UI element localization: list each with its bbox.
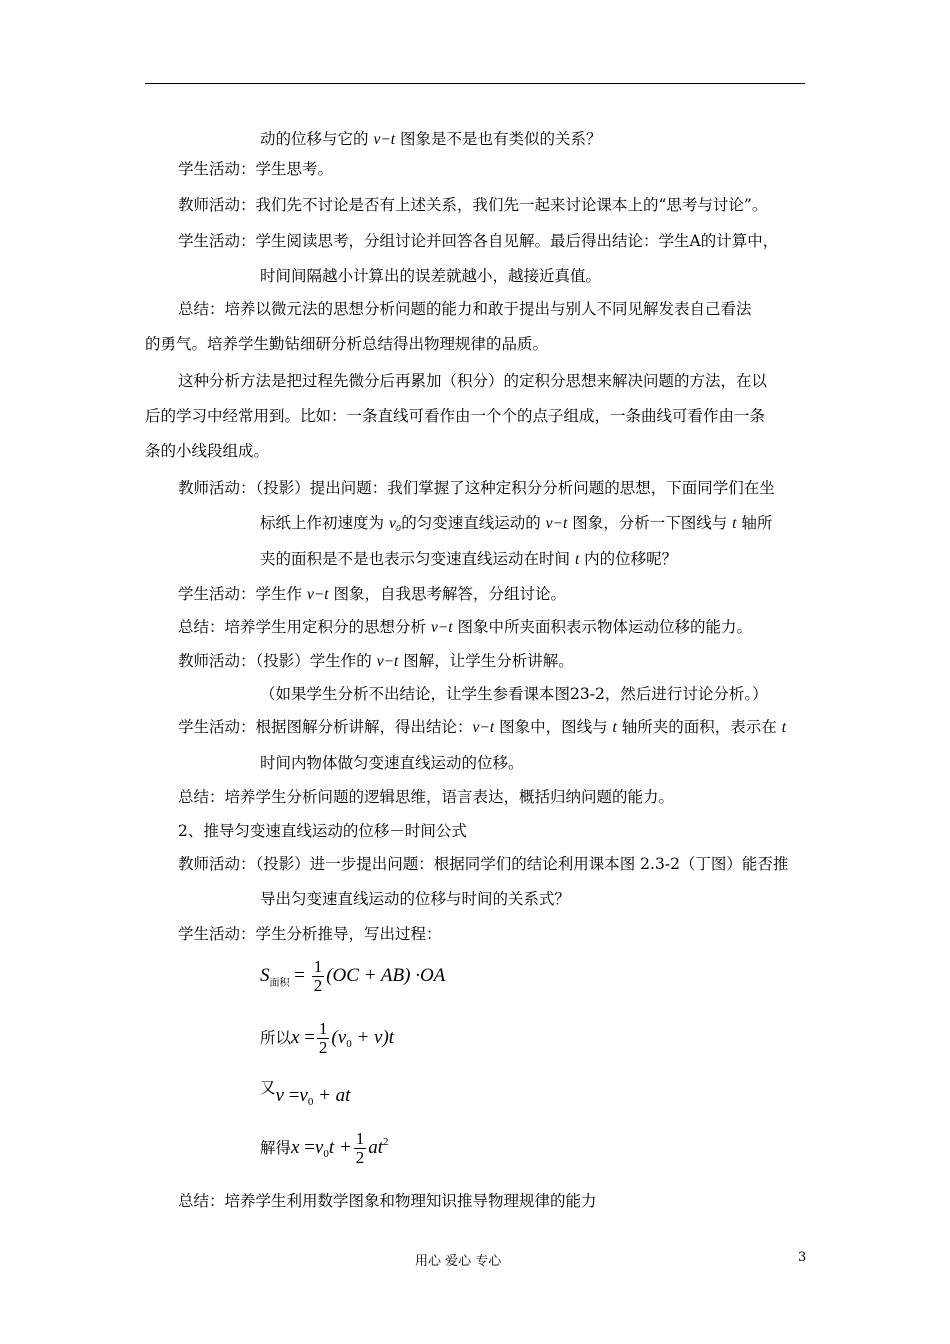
text-line-4: 学生活动：学生阅读思考，分组讨论并回答各自见解。最后得出结论：学生A的计算中，	[178, 232, 779, 250]
formula-displacement: 所以x = $\frac{1}{2}$ $(v_0 + v)t$	[260, 1019, 395, 1057]
text-line-23: 导出匀变速直线运动的位移与时间的关系式？	[260, 890, 571, 908]
formula-velocity: $^又v =v_0$ + at	[260, 1079, 351, 1108]
text-line-10: 条的小线段组成。	[145, 442, 270, 460]
text-line-12: 标纸上作初速度为 v₀的匀变速直线运动的 v−t 图象，分析一下图线与 t 轴所	[260, 514, 773, 532]
text-line-14: 学生活动：学生作 v−t 图象，自我思考解答，分组讨论。	[178, 585, 567, 603]
text-line-11: 教师活动：（投影）提出问题：我们掌握了这种定积分分析问题的思想，下面同学们在坐	[178, 479, 775, 497]
text-line-13: 夹的面积是不是也表示匀变速直线运动在时间 t 内的位移呢？	[260, 550, 678, 568]
text-line-24: 学生活动：学生分析推导，写出过程：	[178, 925, 442, 943]
text-line-5: 时间间隔越小计算出的误差就越小，越接近真值。	[260, 267, 602, 285]
text-line-3: 教师活动：我们先不讨论是否有上述关系，我们先一起来讨论课本上的“思考与讨论”。	[178, 196, 768, 214]
section-heading: 2、推导匀变速直线运动的位移－时间公式	[178, 822, 467, 840]
text-line-19: 时间内物体做匀变速直线运动的位移。	[260, 754, 524, 772]
text-line-9: 后的学习中经常用到。比如：一条直线可看作由一个个的点子组成，一条曲线可看作由一条	[145, 407, 766, 425]
text-line-22: 教师活动：（投影）进一步提出问题：根据同学们的结论利用课本图 2.3-2（丁图）能否推	[178, 855, 789, 873]
page-number: 3	[798, 1250, 807, 1265]
formula-result: 解得$x =v_0t$ + $\frac{1}{2}$ $at^2$	[260, 1129, 389, 1167]
text-line-16: 教师活动：（投影）学生作的 v−t 图解，让学生分析讲解。	[178, 652, 574, 670]
text-line-1: 动的位移与它的 v−t 图象是不是也有类似的关系？	[260, 130, 602, 148]
text-line-6: 总结：培养以微元法的思想分析问题的能力和敢于提出与别人不同见解发表自己看法	[178, 300, 752, 318]
text-line-17: （如果学生分析不出结论，让学生参看课本图23-2，然后进行讨论分析。）	[260, 685, 768, 703]
text-line-8: 这种分析方法是把过程先微分后再累加（积分）的定积分思想来解决问题的方法，在以	[178, 372, 768, 390]
header-rule	[145, 83, 805, 84]
footer-text: 用心 爱心 专心	[415, 1254, 502, 1269]
text-line-2: 学生活动：学生思考。	[178, 160, 334, 178]
text-line-7: 的勇气。培养学生勤钻细研分析总结得出物理规律的品质。	[145, 335, 549, 353]
formula-area: $S_{面积}$ = $\frac{1}{2}$ (OC + AB) ·OA	[260, 957, 446, 995]
summary-line: 总结：培养学生利用数学图象和物理知识推导物理规律的能力	[178, 1192, 597, 1210]
text-line-15: 总结：培养学生用定积分的思想分析 v−t 图象中所夹面积表示物体运动位移的能力。	[178, 618, 753, 636]
text-line-20: 总结：培养学生分析问题的逻辑思维，语言表达，概括归纳问题的能力。	[178, 788, 675, 806]
text-line-18: 学生活动：根据图解分析讲解，得出结论：v−t 图象中，图线与 t 轴所夹的面积，表示在 t	[178, 718, 787, 736]
